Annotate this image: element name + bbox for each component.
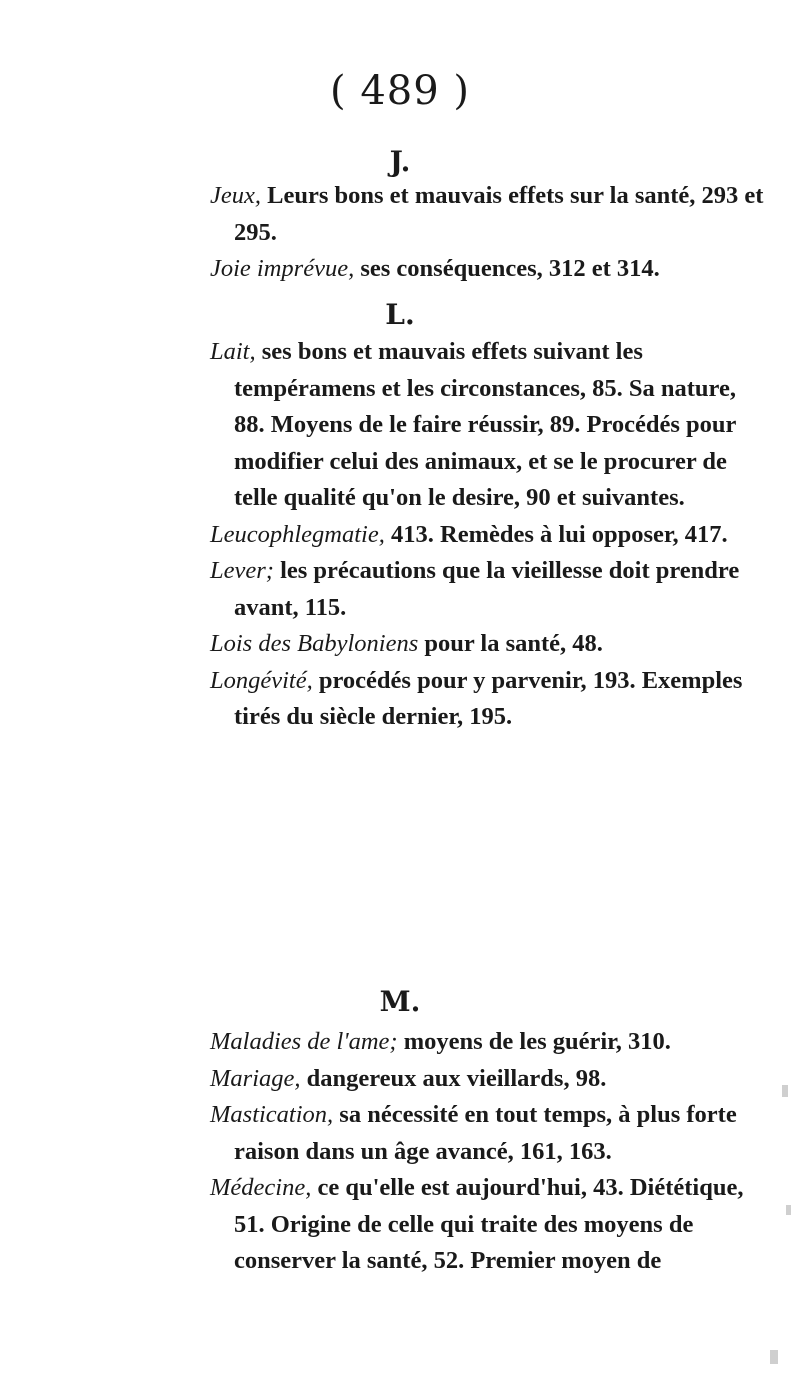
entry-text: les précautions que la vieillesse doit prendre avant, 115. bbox=[234, 557, 740, 621]
entry-head: Mariage, bbox=[210, 1064, 301, 1092]
index-entry bbox=[210, 1097, 770, 1170]
index-entry bbox=[210, 663, 770, 736]
entry-text: ses bons et mauvais effets suivant les tempéramens et les circonstances, 85. Sa nature, 88. Moyens de le faire réussir, 89. Procédés pour modifier celui des animaux, et se le procurer de telle qualité qu'on le desire, 90 et suivantes. bbox=[234, 338, 736, 511]
entry-text: moyens de les guérir, 310. bbox=[397, 1028, 671, 1055]
entry-head: Lever; bbox=[210, 557, 274, 584]
section-letter-m: M. bbox=[379, 985, 421, 1018]
section-l-entries bbox=[210, 334, 770, 736]
entry-head: Maladies de l'ame; bbox=[210, 1028, 398, 1055]
entry-text: 413. Remèdes à lui opposer, 417. bbox=[384, 520, 728, 548]
entry-text: sa nécessité en tout temps, à plus forte raison dans un âge avancé, 161, 163. bbox=[234, 1101, 737, 1165]
entry-text: procédés pour y parvenir, 193. Exemples tirés du siècle dernier, 195. bbox=[234, 666, 743, 730]
entry-head: Mastication, bbox=[210, 1101, 334, 1128]
entry-text: ce qu'elle est aujourd'hui, 43. Diététique, 51. Origine de celle qui traite des moyens de conserver la santé, 52. Premier moyen de bbox=[234, 1174, 744, 1274]
scan-mark bbox=[770, 1350, 778, 1364]
index-entry bbox=[210, 1061, 770, 1098]
entry-head: Lait, bbox=[210, 338, 256, 365]
index-entry bbox=[210, 178, 770, 251]
scan-mark bbox=[786, 1205, 791, 1215]
index-entry bbox=[210, 553, 770, 626]
entry-text: dangereux aux vieillards, 98. bbox=[300, 1064, 607, 1092]
entry-text: pour la santé, 48. bbox=[418, 630, 603, 657]
entry-head: Leucophlegmatie, bbox=[210, 520, 385, 548]
index-entry bbox=[210, 1024, 770, 1061]
index-entry bbox=[210, 334, 770, 517]
section-letter-j: J. bbox=[389, 145, 411, 178]
entry-text: ses conséquences, 312 et 314. bbox=[354, 255, 660, 282]
section-j-entries bbox=[210, 178, 770, 288]
entry-head: Lois des Babyloniens bbox=[210, 630, 419, 657]
index-entry bbox=[210, 1170, 770, 1280]
index-entry bbox=[210, 626, 770, 663]
index-entry bbox=[210, 251, 770, 288]
entry-head: Jeux, bbox=[210, 182, 261, 209]
entry-text: Leurs bons et mauvais effets sur la santé, 293 et 295. bbox=[234, 182, 764, 246]
entry-head: Joie imprévue, bbox=[210, 255, 355, 282]
scan-mark bbox=[782, 1085, 788, 1097]
page-number: ( 489 ) bbox=[330, 68, 470, 114]
section-m-entries bbox=[210, 1024, 770, 1280]
entry-head: Longévité, bbox=[210, 666, 313, 694]
section-letter-l: L. bbox=[385, 298, 415, 331]
index-entry bbox=[210, 517, 770, 554]
entry-head: Médecine, bbox=[210, 1174, 312, 1201]
